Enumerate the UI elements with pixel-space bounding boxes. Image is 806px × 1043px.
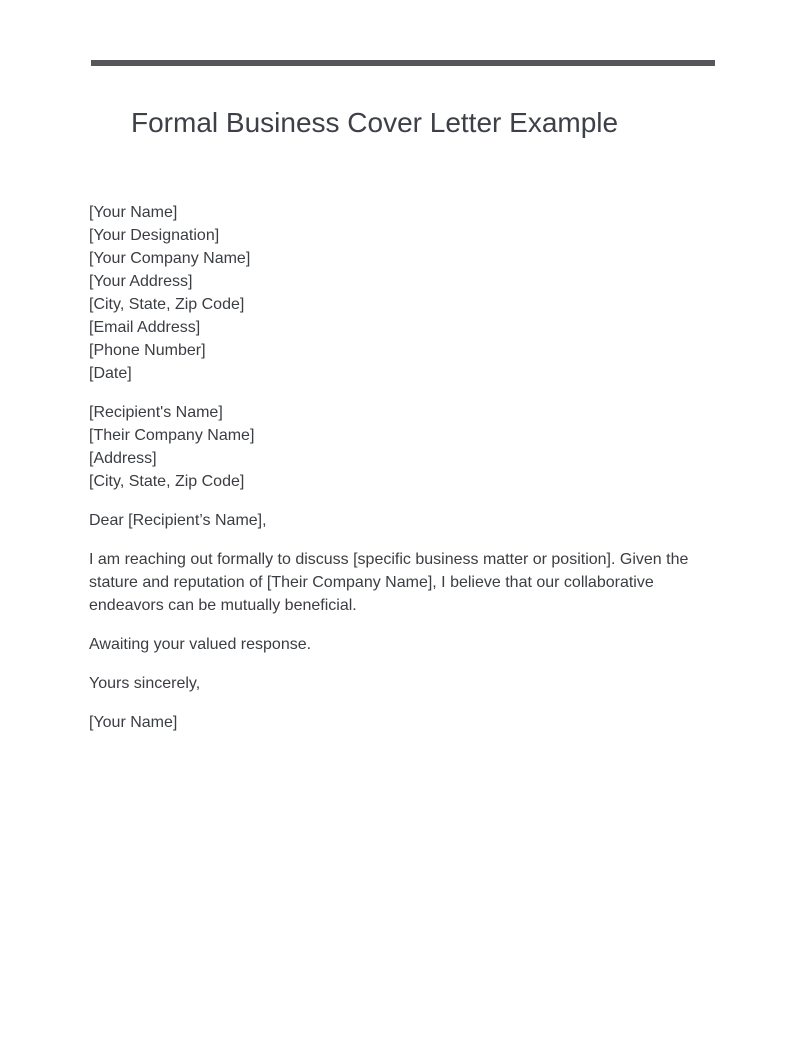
salutation: Dear [Recipient’s Name],: [89, 512, 267, 529]
recipient-name: [Recipient's Name]: [89, 404, 223, 421]
closing-line: Awaiting your valued response.: [89, 636, 312, 653]
document-title: Formal Business Cover Letter Example: [131, 107, 619, 138]
recipient-block: [89, 401, 709, 493]
sender-block: [89, 201, 709, 385]
top-divider: [91, 60, 715, 66]
recipient-city-state-zip: [City, State, Zip Code]: [89, 473, 245, 490]
sender-name: [Your Name]: [89, 204, 178, 221]
signature: [Your Name]: [89, 714, 178, 731]
letter-date: [Date]: [89, 365, 132, 382]
recipient-company: [Their Company Name]: [89, 427, 255, 444]
sender-city-state-zip: [City, State, Zip Code]: [89, 296, 245, 313]
body-paragraph: I am reaching out formally to discuss [specific business matter or position]. Given the stature and reputation of [Their Company Name], I believe that our collaborative endeavors can be mutually beneficial.: [89, 551, 689, 614]
sender-designation: [Your Designation]: [89, 227, 220, 244]
sender-company: [Your Company Name]: [89, 250, 251, 267]
recipient-address: [Address]: [89, 450, 157, 467]
letter-body: [89, 201, 709, 750]
sender-email: [Email Address]: [89, 319, 201, 336]
sender-phone: [Phone Number]: [89, 342, 206, 359]
sender-address: [Your Address]: [89, 273, 193, 290]
sign-off: Yours sincerely,: [89, 675, 201, 692]
